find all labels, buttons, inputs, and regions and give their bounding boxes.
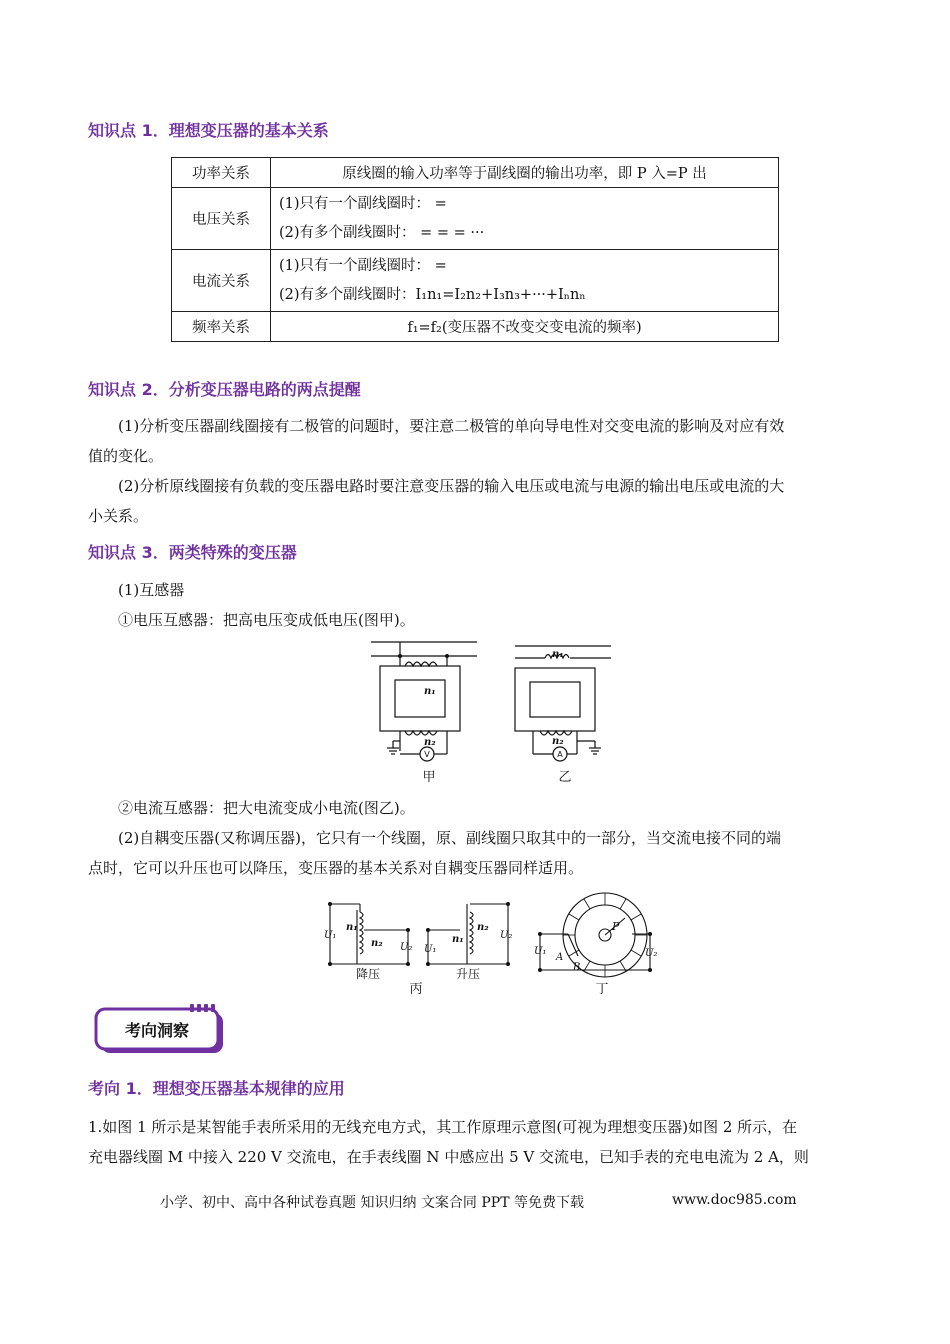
row-line: (2)有多个副线圈时：I₁n₁=I₂n₂+I₃n₃+···+Iₙnₙ	[279, 286, 586, 303]
label-u2: U₂	[400, 942, 413, 953]
caption-jia: 甲	[422, 770, 436, 785]
label-b: B	[573, 962, 581, 973]
kp2-p1b: 值的变化。	[88, 447, 164, 465]
label-a: A	[556, 952, 564, 963]
voltmeter-icon: V	[424, 750, 430, 759]
q1-line1: 1.如图 1 所示是某智能手表所采用的无线充电方式，其工作原理示意图(可视为理想变压器)如图 2 所示，在	[88, 1118, 798, 1136]
footer-text: 小学、初中、高中各种试卷真题 知识归纳 文案合同 PPT 等免费下载	[160, 1195, 584, 1211]
row-label: 频率关系	[172, 312, 271, 342]
caption-bing: 丙	[409, 982, 423, 997]
label-u1: U₁	[424, 944, 437, 955]
label-n2: n₂	[477, 922, 489, 933]
badge-label: 考向洞察	[124, 1021, 190, 1040]
table-row	[172, 250, 779, 312]
label-u2: U₂	[645, 948, 658, 959]
kp3-heading: 知识点 3．两类特殊的变压器	[88, 543, 297, 562]
table-row	[172, 188, 779, 250]
q1-line2: 充电器线圈 M 中接入 220 V 交流电，在手表线圈 N 中感应出 5 V 交流电，已知手表的充电电流为 2 A，则	[88, 1148, 809, 1166]
label-n2: n₂	[424, 737, 436, 748]
row-line: (1)只有一个副线圈时： =	[279, 257, 447, 274]
caption-yi: 乙	[558, 770, 572, 785]
caption-ding: 丁	[595, 982, 609, 997]
label-n1: n₁	[424, 686, 436, 697]
caption-down: 降压	[355, 967, 381, 981]
kp2-heading: 知识点 2．分析变压器电路的两点提醒	[88, 380, 361, 399]
kp2-p2a: (2)分析原线圈接有负载的变压器电路时要注意变压器的输入电压或电流与电源的输出电压或电流的大	[118, 477, 785, 495]
label-n1: n₁	[452, 934, 464, 945]
kp2-p2b: 小关系。	[88, 507, 149, 525]
label-n1: n₁	[346, 922, 358, 933]
label-u1: U₁	[324, 930, 337, 941]
row-label: 电流关系	[172, 250, 271, 312]
transformer-figure-jia-yi	[365, 636, 625, 786]
kp3-auto-a: (2)自耦变压器(又称调压器)，它只有一个线圈，原、副线圈只取其中的一部分，当交流电接不同的端	[118, 829, 781, 847]
label-n2: n₂	[371, 938, 383, 949]
label-n2: n₂	[552, 736, 564, 747]
label-u2: U₂	[500, 930, 513, 941]
table-row	[172, 158, 779, 188]
row-content: 原线圈的输入功率等于副线圈的输出功率，即 P 入=P 出	[271, 158, 779, 188]
row-line: (1)只有一个副线圈时： =	[279, 195, 447, 212]
kp3-current: ②电流互感器：把大电流变成小电流(图乙)。	[118, 799, 415, 817]
relations-table	[171, 157, 779, 342]
label-u1: U₁	[534, 946, 547, 957]
row-content: f₁=f₂(变压器不改变交变电流的频率)	[271, 312, 779, 342]
row-label: 功率关系	[172, 158, 271, 188]
row-line: (2)有多个副线圈时： = = = ···	[279, 224, 485, 241]
kp3-item1: (1)互感器	[118, 581, 185, 599]
kx1-heading: 考向 1．理想变压器基本规律的应用	[88, 1079, 345, 1098]
autotransformer-figure-bing-ding	[320, 890, 670, 1000]
kp2-p1a: (1)分析变压器副线圈接有二极管的问题时，要注意二极管的单向导电性对交变电流的影响及对应有效	[118, 417, 785, 435]
kp3-auto-b: 点时，它可以升压也可以降压，变压器的基本关系对自耦变压器同样适用。	[88, 859, 584, 877]
kp3-voltage: ①电压互感器：把高电压变成低电压(图甲)。	[118, 611, 415, 629]
label-n1: n₁	[552, 649, 564, 660]
caption-up: 升压	[455, 967, 481, 981]
section-badge	[94, 1004, 227, 1057]
label-p: P	[612, 920, 620, 933]
row-label: 电压关系	[172, 188, 271, 250]
ammeter-icon: A	[557, 750, 563, 759]
footer-url[interactable]: www.doc985.com	[672, 1192, 797, 1208]
kp1-heading: 知识点 1．理想变压器的基本关系	[88, 121, 329, 140]
table-row	[172, 312, 779, 342]
